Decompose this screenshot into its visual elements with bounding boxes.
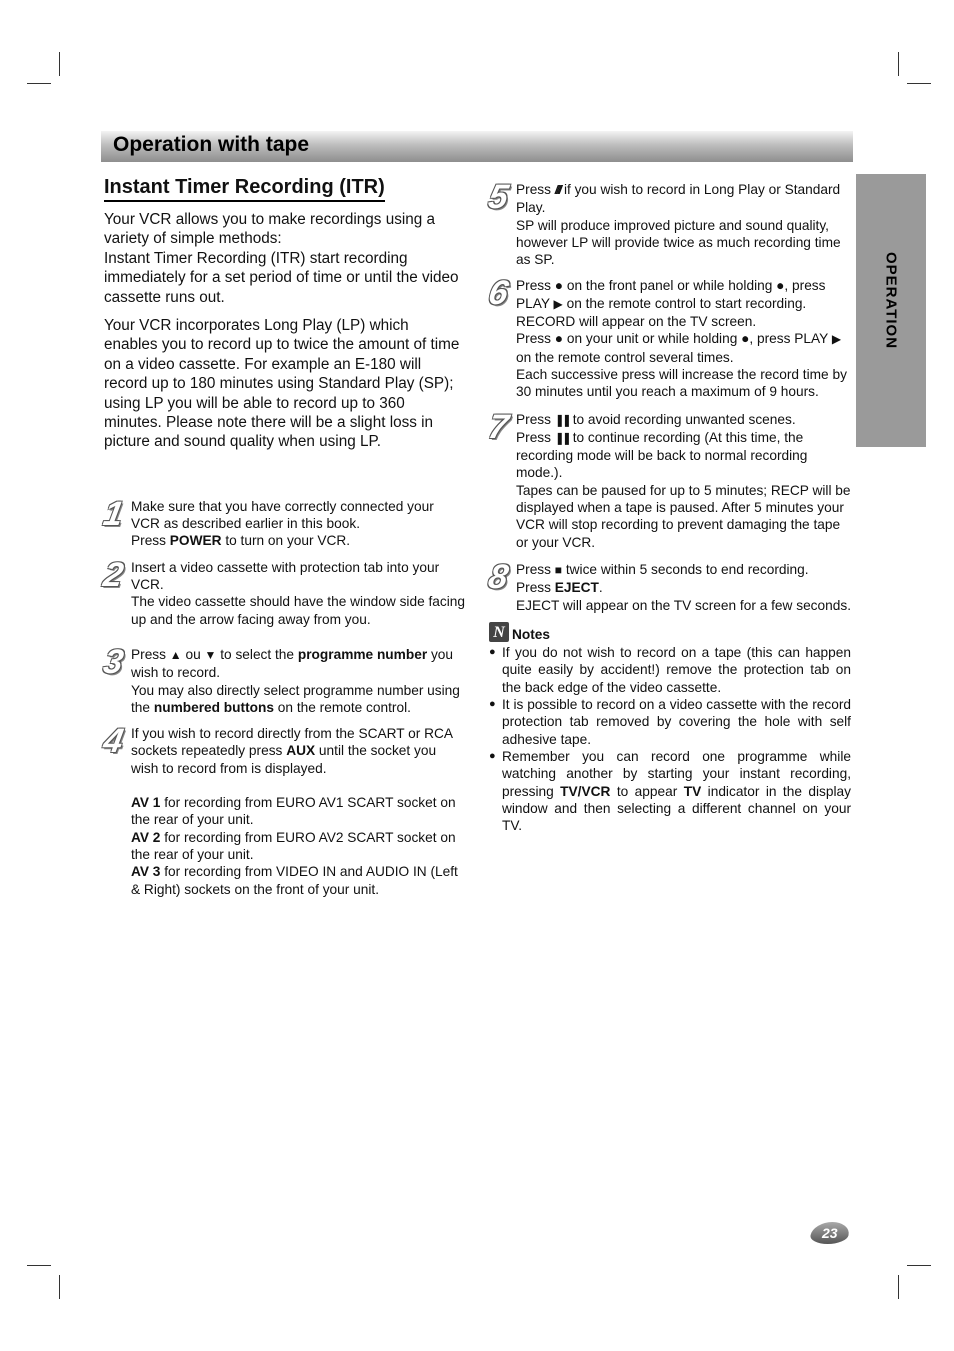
step-line: Press ■ twice within 5 seconds to end recording. bbox=[516, 561, 809, 577]
step-line: Press ▲ ou ▼ to select the programme number you wish to record. bbox=[131, 646, 454, 681]
crop-mark bbox=[27, 83, 51, 84]
step-text bbox=[131, 498, 466, 550]
av-option: AV 2 for recording from EURO AV2 SCART socket on the rear of your unit. bbox=[131, 829, 456, 862]
step-line: You may also directly select programme number using the numbered buttons on the remote control. bbox=[131, 682, 460, 715]
notes-list bbox=[489, 644, 851, 834]
note-item: ● It is possible to record on a video cassette with the record protection tab removed by covering the hole with self adhesive tape. bbox=[489, 696, 851, 748]
note-item: ● Remember you can record one programme while watching another by starting your instant recording, pressing TV/VCR to appear TV indicator in the display window and then selecting a different channel on your TV. bbox=[489, 748, 851, 834]
step-number: 6 bbox=[485, 274, 512, 313]
step-3 bbox=[100, 642, 466, 716]
step-text bbox=[131, 725, 466, 898]
left-column bbox=[100, 176, 466, 898]
step-line: Press ● on your unit or while holding ●, press PLAY ▶ on the remote control several times. bbox=[516, 331, 842, 365]
step-line: Make sure that you have correctly connected your VCR as described earlier in this book. bbox=[131, 498, 434, 532]
stop-icon: ■ bbox=[554, 562, 563, 577]
side-tab-label: OPERATION bbox=[882, 252, 900, 350]
section-title: Instant Timer Recording (ITR) bbox=[104, 176, 385, 202]
step-2 bbox=[100, 555, 466, 628]
notes-title: Notes bbox=[512, 626, 551, 642]
step-8 bbox=[485, 557, 852, 614]
notes-icon: N bbox=[489, 622, 509, 642]
note-item: ● If you do not wish to record on a tape (this can happen quite easily by accident!) remove the protection tab on the back edge of the video cassette. bbox=[489, 644, 851, 696]
step-5 bbox=[485, 178, 851, 268]
crop-mark bbox=[59, 1275, 60, 1299]
play-icon: ▶ bbox=[553, 296, 563, 311]
step-number: 4 bbox=[100, 722, 127, 761]
pause-icon: ❚❚ bbox=[554, 412, 569, 427]
step-4 bbox=[100, 722, 466, 898]
crop-mark bbox=[898, 52, 899, 76]
step-6 bbox=[485, 274, 851, 400]
crop-mark bbox=[907, 1265, 931, 1266]
step-number: 1 bbox=[100, 494, 127, 533]
step-text bbox=[516, 277, 851, 400]
step-line: Insert a video cassette with protection tab into your VCR. bbox=[131, 559, 440, 593]
av-option: AV 3 for recording from VIDEO IN and AUDIO IN (Left & Right) sockets on the front of your unit. bbox=[131, 864, 458, 897]
chapter-header-bar bbox=[101, 131, 853, 162]
step-number: 7 bbox=[485, 407, 512, 446]
step-line: SP will produce improved picture and sound quality, however LP will provide twice as much recording time as SP. bbox=[516, 217, 841, 268]
lp-sp-icon: //// bbox=[554, 183, 561, 197]
step-line: EJECT will appear on the TV screen for a few seconds. bbox=[516, 597, 852, 613]
notes-box bbox=[489, 622, 851, 835]
play-icon: ▶ bbox=[831, 332, 842, 347]
step-1 bbox=[100, 494, 466, 550]
intro-text bbox=[104, 210, 466, 452]
step-text bbox=[516, 411, 851, 551]
step-line: Press POWER to turn on your VCR. bbox=[131, 533, 351, 549]
av-option: AV 1 for recording from EURO AV1 SCART socket on the rear of your unit. bbox=[131, 795, 456, 828]
page-number: 23 bbox=[822, 1225, 838, 1241]
step-line: If you wish to record directly from the SCART or RCA sockets repeatedly press AUX until the socket you wish to record from is displayed. bbox=[131, 726, 453, 776]
record-icon: ● bbox=[554, 278, 564, 294]
page-number-badge bbox=[809, 1222, 852, 1244]
crop-mark bbox=[898, 1275, 899, 1299]
side-section-tab bbox=[856, 174, 926, 447]
up-arrow-icon: ▲ bbox=[169, 647, 182, 662]
step-line: Press ● on the front panel or while holding ●, press PLAY ▶ on the remote control to start recording. bbox=[516, 278, 826, 311]
right-column bbox=[485, 178, 852, 834]
step-line: Each successive press will increase the record time by 30 minutes until you reach a maximum of 9 hours. bbox=[516, 366, 847, 400]
step-line: Tapes can be paused for up to 5 minutes; RECP will be displayed when a tape is paused. After 5 minutes your VCR will stop recording to prevent damaging the tape or your VCR. bbox=[516, 482, 851, 550]
step-number: 2 bbox=[100, 555, 127, 594]
crop-mark bbox=[27, 1265, 51, 1266]
step-line: The video cassette should have the window side facing up and the arrow facing away from you. bbox=[131, 594, 466, 627]
record-icon: ● bbox=[741, 331, 750, 347]
step-text bbox=[516, 181, 851, 268]
step-line: Press EJECT. bbox=[516, 580, 603, 596]
down-arrow-icon: ▼ bbox=[204, 647, 217, 662]
notes-header bbox=[489, 622, 851, 643]
step-text bbox=[516, 561, 851, 614]
crop-mark bbox=[59, 52, 60, 76]
crop-mark bbox=[907, 83, 931, 84]
intro-paragraph: Your VCR allows you to make recordings using a variety of simple methods: bbox=[104, 211, 436, 248]
step-7 bbox=[485, 407, 851, 551]
intro-paragraph: Your VCR incorporates Long Play (LP) which enables you to record up to twice the amount of time on a video cassette. For example an E-180 will record up to 180 minutes using Standard Play (SP); using LP you will be able to record up to 360 minutes. Please note there will be a slight loss in picture and sound quality when using LP. bbox=[104, 317, 460, 451]
chapter-title: Operation with tape bbox=[113, 133, 310, 156]
record-icon: ● bbox=[776, 278, 785, 294]
record-icon: ● bbox=[554, 331, 564, 347]
step-number: 5 bbox=[485, 178, 512, 216]
step-line: Press //// if you wish to record in Long Play or Standard Play. bbox=[516, 182, 841, 216]
step-line: Press ❚❚ to continue recording (At this time, the recording mode will be back to normal recording mode.). bbox=[516, 429, 808, 481]
step-text bbox=[131, 559, 466, 628]
step-line: Press ❚❚ to avoid recording unwanted scenes. bbox=[516, 411, 796, 427]
step-line: RECORD will appear on the TV screen. bbox=[516, 314, 757, 330]
step-number: 8 bbox=[485, 557, 512, 596]
intro-paragraph: Instant Timer Recording (ITR) start recording immediately for a set period of time or until the video cassette runs out. bbox=[104, 249, 459, 306]
step-text bbox=[131, 646, 466, 716]
step-number: 3 bbox=[100, 642, 127, 681]
pause-icon: ❚❚ bbox=[554, 430, 569, 445]
